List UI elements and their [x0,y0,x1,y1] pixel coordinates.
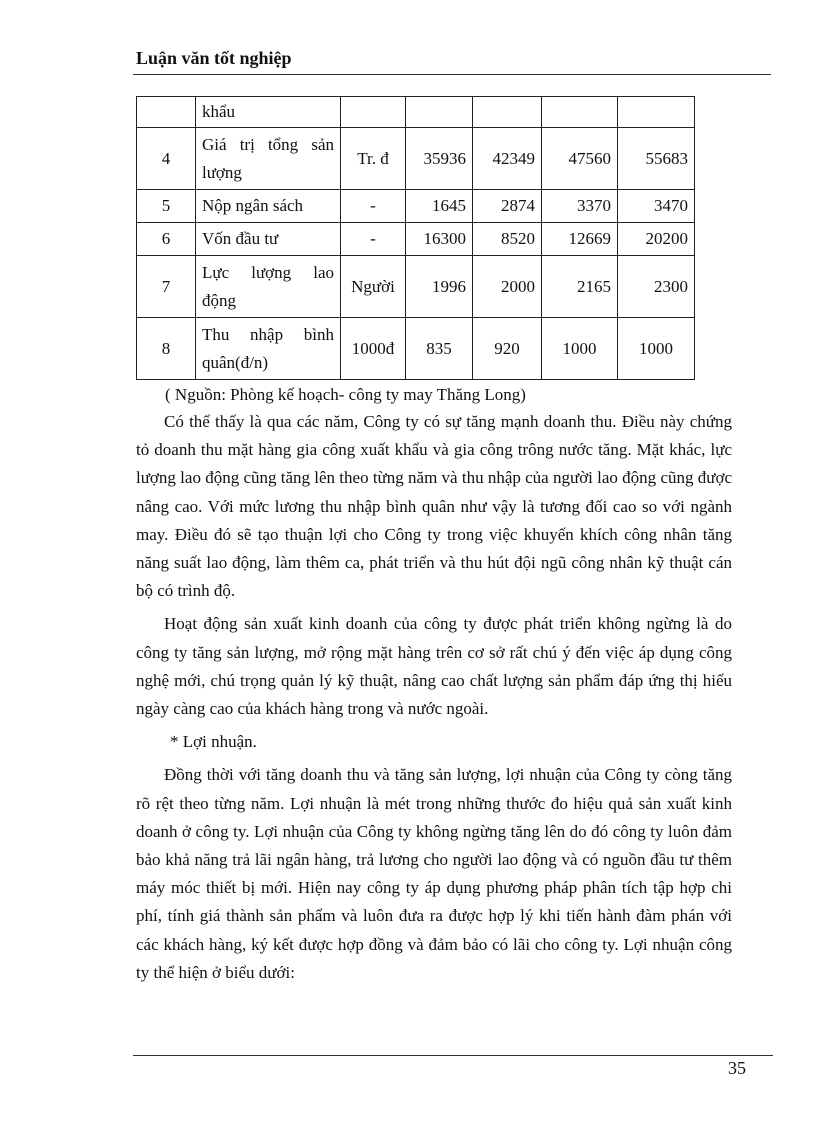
table-cell-value: 2874 [473,190,542,223]
table-cell-unit [341,97,406,128]
table-cell-value: 1000 [618,318,695,380]
table-cell-value: 1645 [406,190,473,223]
section-heading: * Lợi nhuận. [170,732,257,752]
table-row [137,256,695,318]
name-line: quân(đ/n) [202,352,269,372]
table-cell-value: 1000 [542,318,618,380]
table-cell-value: 3370 [542,190,618,223]
table-cell-value: 1996 [406,256,473,318]
table-cell-stt: 6 [137,223,196,256]
table-cell-unit: Tr. đ [341,128,406,190]
table-cell-name: Vốn đầu tư [196,223,341,256]
header-title: Luận văn tốt nghiệp [136,48,292,68]
name-line: Lực lượng lao [202,262,334,282]
table-cell-stt: 7 [137,256,196,318]
table-cell-value [406,97,473,128]
table-cell-value [618,97,695,128]
table-cell-name: khẩu [196,97,341,128]
table-cell-value: 920 [473,318,542,380]
table-cell-value: 35936 [406,128,473,190]
table-cell-unit: Người [341,256,406,318]
name-line: động [202,290,236,310]
table-cell-value: 2300 [618,256,695,318]
name-line: Thu nhập bình [202,324,334,344]
paragraph: Hoạt động sản xuất kinh doanh của công ty được phát triển không ngừng là do công ty tăng sản lượng, mở rộng mặt hàng trên cơ sở rất chú ý đến việc áp dụng công nghệ mới, chú trọng quản lý kỹ thuật, nâng cao chất lượng sản phẩm đáp ứng thị hiếu ngày càng cao của khách hàng trong và nước ngoài. [136,614,732,719]
table-cell-stt: 8 [137,318,196,380]
paragraph: Đồng thời với tăng doanh thu và tăng sản lượng, lợi nhuận của Công ty còng tăng rõ rệt theo từng năm. Lợi nhuận là mét trong những thước đo hiệu quả sản xuất kinh doanh ở công ty. Lợi nhuận của Công ty không ngừng tăng lên do đó công ty luôn đảm bảo khả năng trả lãi ngân hàng, trả lương cho người lao động và có nguồn đầu tư thêm máy móc thiết bị mới. Hiện nay công ty áp dụng phương pháp phân tích tập hợp chi phí, tính giá thành sản phẩm và luôn đưa ra được hợp lý khi tiến hành đàm phán với các khách hàng, ký kết được hợp đồng và đảm bảo có lãi cho công ty. Lợi nhuận công ty thể hiện ở biểu dưới: [136,765,732,982]
table-cell-name [196,256,341,318]
table-cell-value [542,97,618,128]
table-cell-value: 8520 [473,223,542,256]
table-cell-value: 835 [406,318,473,380]
table-cell-value: 42349 [473,128,542,190]
page-number: 35 [728,1058,746,1078]
table-cell-name [196,318,341,380]
table-row [137,190,695,223]
table-cell-unit: 1000đ [341,318,406,380]
paragraph: Có thể thấy là qua các năm, Công ty có sự tăng mạnh doanh thu. Điều này chứng tỏ doanh thu mặt hàng gia công xuất khẩu và gia công trông nước tăng. Mặt khác, lực lượng lao động cũng tăng lên theo từng năm và thu nhập của người lao động cũng được nâng cao. Với mức lương thu nhập bình quân như vậy là tương đối cao so với ngành may. Điều đó sẽ tạo thuận lợi cho Công ty trong việc khuyến khích công nhân tăng năng suất lao động, làm thêm ca, phát triển và thu hút đội ngũ công nhân kỹ thuật cán bộ có trình độ. [136,412,732,601]
table-cell-stt [137,97,196,128]
name-line: Giá trị tổng sản [202,134,334,154]
table-row [137,128,695,190]
name-line: lượng [202,162,242,182]
table-cell-value: 2165 [542,256,618,318]
table-cell-unit: - [341,190,406,223]
table-row [137,223,695,256]
table-cell-value: 47560 [542,128,618,190]
table-cell-stt: 4 [137,128,196,190]
table-cell-value: 55683 [618,128,695,190]
table-cell-value: 3470 [618,190,695,223]
table-row [137,97,695,128]
table-cell-stt: 5 [137,190,196,223]
table-cell-value: 2000 [473,256,542,318]
table-cell-value: 12669 [542,223,618,256]
table-cell-unit: - [341,223,406,256]
table-cell-name [196,128,341,190]
footer-rule [133,1055,773,1056]
table-cell-name: Nộp ngân sách [196,190,341,223]
table-row [137,318,695,380]
statistics-table [136,96,695,380]
table-cell-value [473,97,542,128]
body-text [136,408,732,992]
table-source-note: ( Nguồn: Phòng kế hoạch- công ty may Thăng Long) [165,385,526,404]
table-cell-value: 16300 [406,223,473,256]
table-cell-value: 20200 [618,223,695,256]
header-rule [133,74,771,75]
